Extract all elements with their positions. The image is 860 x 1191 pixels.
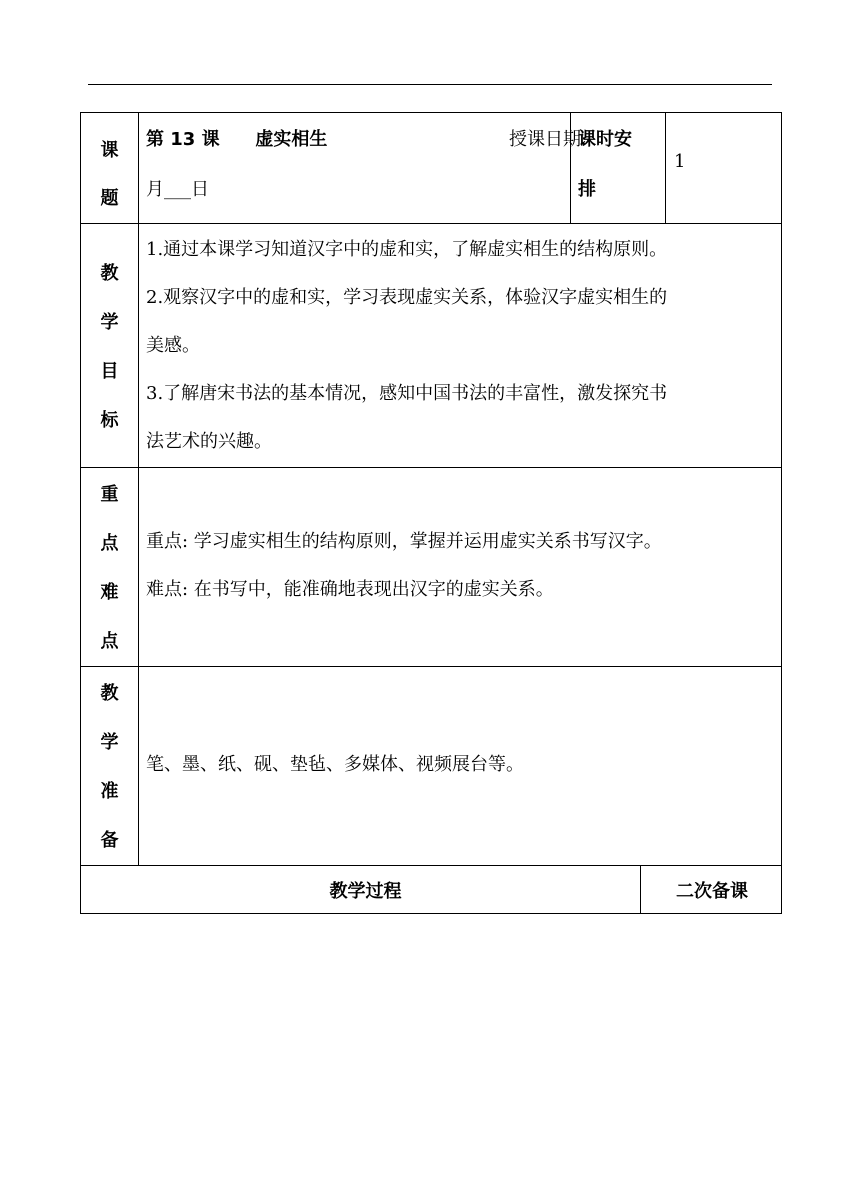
- second-prep-cell: [641, 866, 782, 914]
- label-char: 重: [100, 484, 119, 505]
- date-label: 授课日期:: [509, 129, 588, 150]
- label-char: 课: [100, 140, 119, 161]
- objectives-content: [139, 224, 782, 468]
- key-point: 重点: 学习虚实相生的结构原则，掌握并运用虚实关系书写汉字。: [146, 531, 662, 552]
- preparation-label: [81, 667, 139, 866]
- label-char: 难: [100, 582, 119, 603]
- row-objectives: [81, 224, 782, 468]
- label-char: 点: [100, 533, 119, 554]
- row-course-title: [81, 113, 782, 224]
- label-char: 教: [100, 683, 119, 704]
- label-char: 目: [100, 361, 119, 382]
- lesson-plan-table: [80, 112, 782, 914]
- preparation-text: 笔、墨、纸、砚、垫毡、多媒体、视频展台等。: [146, 754, 524, 775]
- date-value: 月___日: [146, 179, 209, 200]
- label-char: 备: [100, 830, 119, 851]
- objective-line: 2.观察汉字中的虚和实，学习表现虚实关系，体验汉字虚实相生的: [146, 287, 668, 308]
- keypoints-content: [139, 468, 782, 667]
- preparation-content: [139, 667, 782, 866]
- label-char: 学: [100, 732, 119, 753]
- label-char: 标: [100, 410, 119, 431]
- hours-value-cell: [666, 113, 782, 224]
- label-char: 教: [100, 263, 119, 284]
- hours-label-spacer: [641, 113, 666, 224]
- objective-line: 3.了解唐宋书法的基本情况，感知中国书法的丰富性，激发探究书: [146, 383, 668, 404]
- objectives-label: [81, 224, 139, 468]
- difficulty-point: 难点: 在书写中，能准确地表现出汉字的虚实关系。: [146, 579, 554, 600]
- hours-label-cell: [571, 113, 641, 224]
- process-header-cell: [81, 866, 641, 914]
- objective-line: 美感。: [146, 335, 200, 356]
- row-preparation: [81, 667, 782, 866]
- lesson-title: 虚实相生: [255, 129, 328, 150]
- course-title-label: [81, 113, 139, 224]
- second-prep-label: 二次备课: [676, 880, 748, 902]
- objective-line: 法艺术的兴趣。: [146, 431, 272, 452]
- header-rule: [88, 84, 772, 85]
- objective-line: 1.通过本课学习知道汉字中的虚和实，了解虚实相生的结构原则。: [146, 239, 668, 260]
- row-process-header: [81, 866, 782, 914]
- label-char: 题: [100, 188, 119, 209]
- lesson-number: 第 13 课: [146, 129, 220, 150]
- course-title-cell: [139, 113, 588, 224]
- hours-label-line1: 课时安: [578, 129, 632, 150]
- label-char: 学: [100, 312, 119, 333]
- process-label: 教学过程: [329, 880, 402, 902]
- label-char: 点: [100, 631, 119, 652]
- row-keypoints: [81, 468, 782, 667]
- hours-label-line2: 排: [578, 179, 596, 200]
- label-char: 准: [100, 781, 119, 802]
- hours-value: 1: [674, 151, 686, 172]
- keypoints-label: [81, 468, 139, 667]
